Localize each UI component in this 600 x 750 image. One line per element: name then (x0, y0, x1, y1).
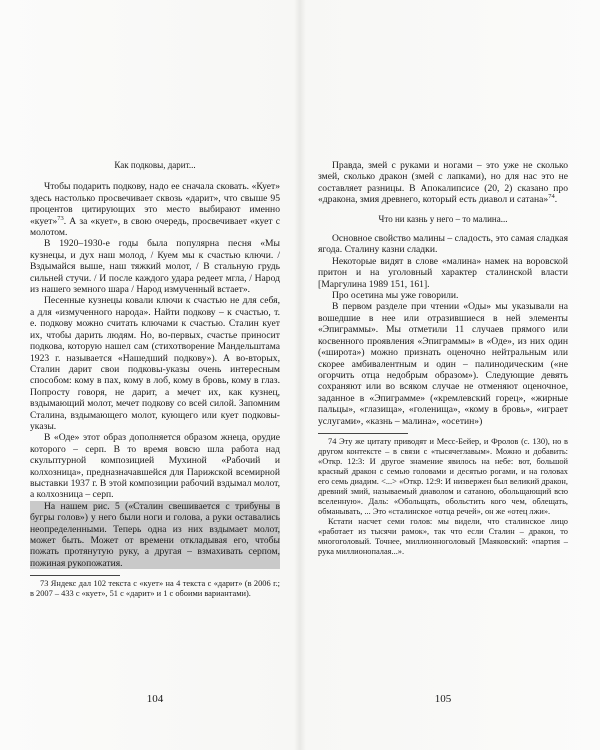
left-page-number: 104 (146, 693, 164, 705)
footnote-ref-74: 74 (548, 193, 555, 201)
right-page (318, 160, 568, 557)
left-paragraph-1: Чтобы подарить подкову, надо ее сначала сковать. «Кует» здесь настолько просвечивает сквозь «дарит», что свыше 95 процентов цитирующих это место выбирают именно «кует»$^{73}$. А за «кует», в свою очередь, просвечивает «кует с молотом. (30, 181, 280, 239)
left-paragraph-4: В «Оде» этот образ дополняется образом жнеца, орудие которого – серп. В то время вовсю шла работа над скульптурной композицией Мухиной «Рабочий и колхозница», предназначавшейся для Парижской всемирной выставки 1937 г. В этой композиции рабочий вздымал молот, а колхозница – серп. (30, 432, 280, 501)
right-footnote: 74 Эту же цитату приводят и Месс-Бейер, и Фролов (с. 130), но в другом контексте – в связи с «тысячеглавым». Можно и добавить: «Откр. 12:3: И другое знамение явилось на небе: вот, большой красный дракон с семью головами и десятью рогами, и на головах его семь диадим. <...> «Откр. 12:9: И низвержен был великий дракон, древний змий, называемый диаволом и сатаною, обольщающий всю вселенную». Даль: «Обольщать, обольстить кого чем, облещать, обманывать, ... Это «сталинское «отца речей», он же «отец лжи». (318, 436, 568, 516)
right-page-heading: Что ни казнь у него – то малина... (378, 213, 508, 224)
left-paragraph-5: На нашем рис. 5 («Сталин свешивается с трибуны в бугры голов») у него были ноги и голова, а руки оставались неопределенными. Теперь одна из них вздымает молот, может быть. Может от времени откладывая его, чтобы пожать протянутую руку, а другая – взмахивать серпом, пожиная рукопожатия. (30, 500, 280, 569)
right-paragraph-2: Некоторые видят в слове «малина» намек на воровской притон и на уголовный характер сталинской власти [Маргулина 1989 151, 161]. (318, 255, 568, 290)
right-paragraph-1: Основное свойство малины – сладость, это самая сладкая ягода. Сталину казни сладки. (318, 233, 568, 256)
right-page-number: 105 (434, 693, 452, 705)
left-paragraph-2: В 1920–1930-е годы была популярна песня «Мы кузнецы, и дух наш молод, / Куем мы к счастью ключи. / Вздымайся выше, наш тяжкий молот, / В стальную грудь сильней стучи. / И после каждого удара редеет мгла, / Народ из нашего земного шара / Народ измученный встает». (30, 238, 280, 296)
right-paragraph-top: Правда, змей с руками и ногами – это уже не сколько змей, сколько дракон (змей с лапками), но для нас это не составляет разницы. В Апокалипсисе (20, 2) сказано про «дракона, змия древнего, который есть диавол и сатана»$^{74}$. (318, 160, 568, 206)
left-page (30, 160, 280, 599)
footnote-divider (318, 433, 408, 434)
footnote-ref-73: 73 (57, 214, 64, 222)
right-paragraph-4: В первом разделе при чтении «Оды» мы указывали на вошедшие в нее или отразившиеся в ней элементы «Эпиграммы». Мы отметили 11 случаев прямого или косвенного проявления «Эпиграммы» в «Оде», из них один («широта») можно признать оценочно нейтральным или скорее амбивалентным и один – палинодическим («не огорчить отца недобрым образом»). Следующие девять сохраняют или во всяком случае не отменяют оценочное, заданное в «Эпиграмме» («кремлевский горец», «жирные пальцы», «глазища», «голенища», «кому в бровь», «играет услугами», «казнь – малина», «осетин») (318, 301, 568, 427)
right-paragraph-3: Про осетина мы уже говорили. (332, 290, 459, 302)
right-footnote-continuation: Кстати насчет семи голов: мы видели, что сталинское лицо «работает из тысячи рамок», так что если Сталин – дракон, то многоголовый. Точнее, миллионноголовый [Маяковский: «партия – рука миллионопалая...». (318, 516, 568, 556)
left-page-heading: Как подковы, дарит... (114, 160, 196, 170)
left-paragraph-3: Песенные кузнецы ковали ключи к счастью не для себя, а для «измученного народа». Найти подкову – к счастью, т. е. подкову можно считать ключами к счастью. Сталин кует их, чтобы дарить людям. Но, во-первых, счастье приносит подкова, которую нашел сам (стихотворение Мандельштама 1923 г. называется «Нашедший подкову»). А во-вторых, Сталин дарит свои подковы-указы очень интересным способом: кому в пах, кому в лоб, кому в бровь, кому в глаз. Попросту говоря, не дарит, а мечет их, как кузнец, вздымающий молот, мечет подкову со всей силой. Запомним Сталина, вздымающего молот, кующего или кует подковы-указы. (30, 295, 280, 432)
footnote-divider (30, 575, 120, 576)
left-footnote: 73 Яндекс дал 102 текста с «кует» на 4 текста с «дарит» (в 2006 г.; в 2007 – 433 с «кует», 51 с «дарит» и 1 с обоими вариантами). (30, 579, 280, 599)
